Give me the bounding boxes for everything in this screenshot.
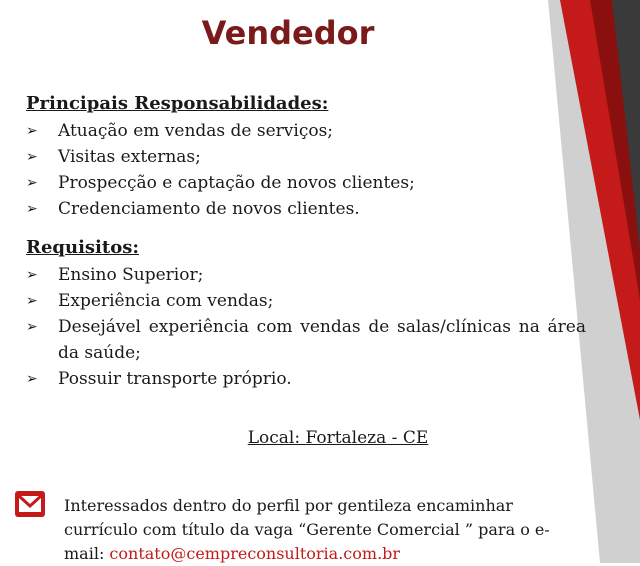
list-item: ➢ Credenciamento de novos clientes. xyxy=(26,196,586,222)
responsibilities-section xyxy=(26,92,586,222)
list-item: ➢ Possuir transporte próprio. xyxy=(26,366,586,392)
envelope-icon xyxy=(12,486,48,522)
email-link[interactable]: contato@cempreconsultoria.com.br xyxy=(109,544,401,563)
requirements-list xyxy=(26,262,586,392)
requirements-heading: Requisitos: xyxy=(26,237,139,258)
arrow-bullet-icon: ➢ xyxy=(26,319,38,335)
location-label: Local: Fortaleza - CE xyxy=(247,428,429,448)
list-item: ➢ Experiência com vendas; xyxy=(26,288,586,314)
arrow-bullet-icon: ➢ xyxy=(26,267,38,283)
list-item: ➢ Prospecção e captação de novos clientes; xyxy=(26,170,586,196)
requirements-section xyxy=(26,236,586,392)
list-item: ➢ Desejável experiência com vendas de salas/clínicas na área da saúde; xyxy=(26,314,586,366)
contact-paragraph: Interessados dentro do perfil por gentileza encaminhar currículo com título da vaga “Gerente Comercial ” para o e-mail: contato@cempreconsultoria.com.br xyxy=(64,496,550,563)
arrow-bullet-icon: ➢ xyxy=(26,149,38,165)
arrow-bullet-icon: ➢ xyxy=(26,371,38,387)
list-item: ➢ Ensino Superior; xyxy=(26,262,586,288)
arrow-bullet-icon: ➢ xyxy=(26,293,38,309)
list-item: ➢ Visitas externas; xyxy=(26,144,586,170)
arrow-bullet-icon: ➢ xyxy=(26,123,38,139)
page-title: Vendedor xyxy=(201,14,375,52)
responsibilities-list xyxy=(26,118,586,222)
responsibilities-heading: Principais Responsabilidades: xyxy=(26,93,329,114)
list-item: ➢ Atuação em vendas de serviços; xyxy=(26,118,586,144)
arrow-bullet-icon: ➢ xyxy=(26,175,38,191)
arrow-bullet-icon: ➢ xyxy=(26,201,38,217)
